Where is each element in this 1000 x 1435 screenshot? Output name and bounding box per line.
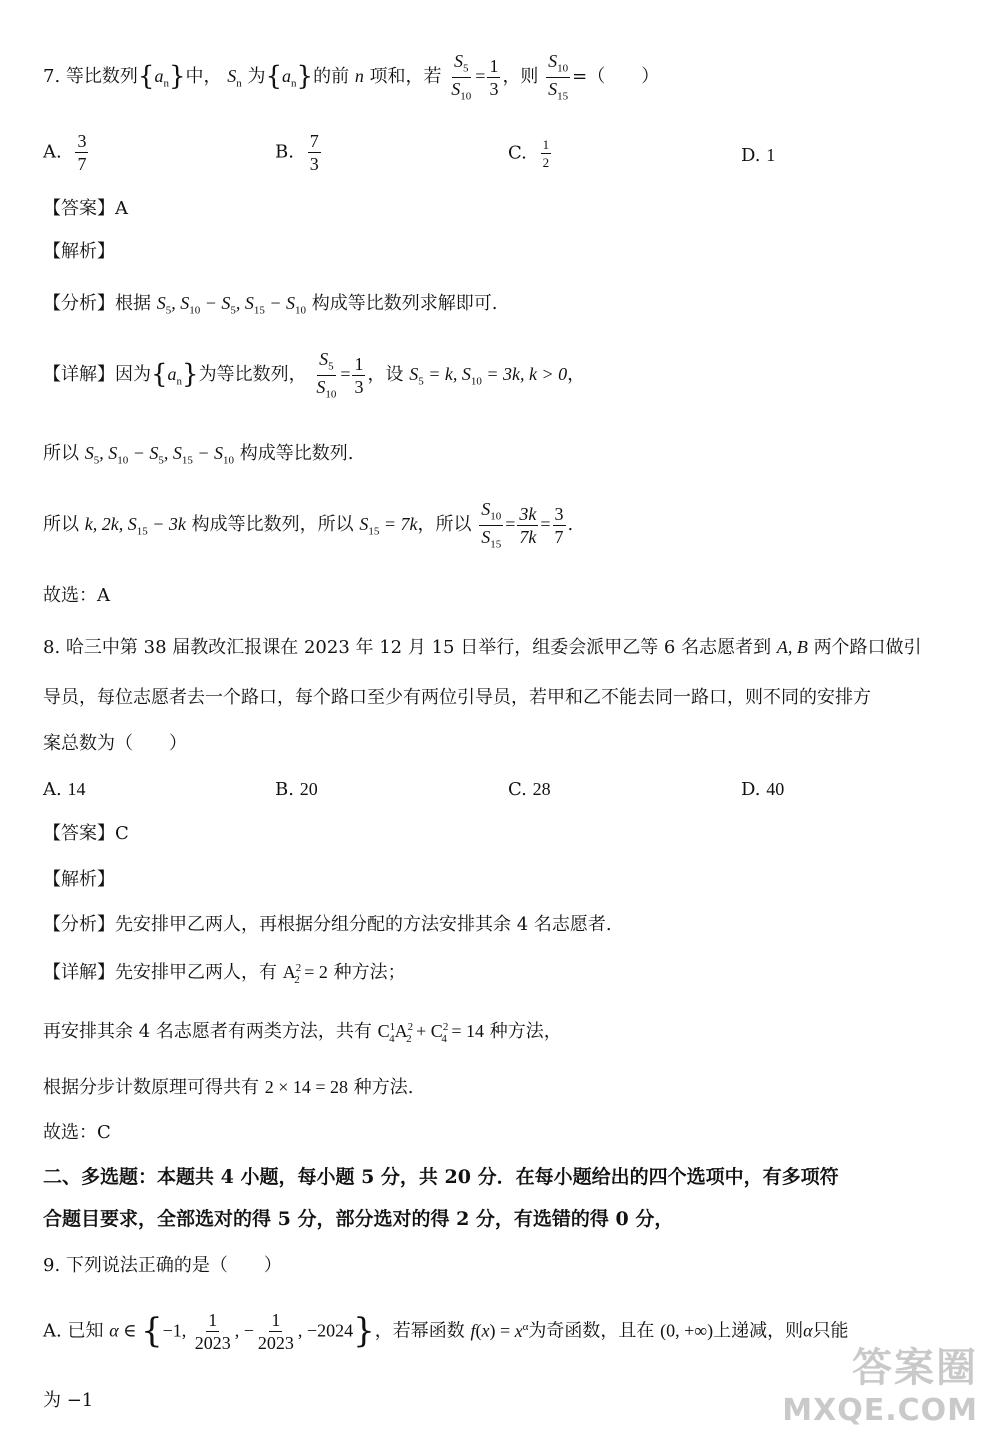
q8-xiangjie: 【详解】先安排甲乙两人，有 $A^2_2 = 2$ 种方法； [43, 962, 406, 986]
section2-heading-line2: 合题目要求，全部选对的得 5 分，部分选对的得 2 分，有选错的得 0 分， [43, 1208, 674, 1230]
watermark-bottom-text: MXQE.COM [782, 1393, 978, 1428]
q8-option-d: D. 40 [741, 779, 785, 800]
q8-jiexi: 【解析】 [43, 869, 115, 890]
watermark-top-text: 答案圈 [852, 1345, 978, 1391]
q8-option-c: C. 28 [508, 779, 551, 800]
q9-option-a-line2: 为 −1 [43, 1390, 94, 1411]
q7-option-b: B. $\frac{7}{3}$ [275, 131, 319, 174]
q8-choose: 故选：C [43, 1122, 111, 1143]
q8-stem-line1: 8. 哈三中第 38 届教改汇报课在 2023 年 12 月 15 日举行，组委会派甲乙等 6 名志愿者到 A, B 两个路口做引 [43, 637, 922, 658]
q9-option-a: A. 已知 α ∈ {−1, $\frac{1}{2023}$ , − $\frac{1}{2023}$ , −2024}，若幂函数 $f(x) = x^\alpha$为奇函数，且在 (0, +∞)上递减，则α只能 [43, 1310, 849, 1353]
q7-option-a: A. $\frac{3}{7}$ [43, 131, 87, 174]
q7-jiexi: 【解析】 [43, 241, 115, 262]
q8-answer: 【答案】C [43, 823, 129, 844]
q8-line-c: 根据分步计数原理可得共有 2 × 14 = 28 种方法. [43, 1077, 414, 1098]
q8-option-b: B. 20 [275, 779, 318, 800]
section2-heading-line1: 二、多选题：本题共 4 小题，每小题 5 分，共 20 分．在每小题给出的四个选项中，有多项符 [43, 1166, 839, 1188]
q7-choose: 故选：A [43, 585, 110, 606]
q7-stem: 7. 等比数列$\{a_n\}$中， $S_n$ 为$\{a_n\}$的前 n 项和，若 $\frac{S_5}{S_{10}}$ = $\frac{1}{3}$ ，则 $\frac{S_{10}}{S_{15}}$ =（ ） [43, 51, 660, 103]
q9-stem: 9. 下列说法正确的是（ ） [43, 1255, 282, 1276]
q7-fenxi: 【分析】根据 $S_5$, $S_{10} - S_5$, $S_{15} - S_{10}$ 构成等比数列求解即可. [43, 293, 498, 317]
watermark-logo [782, 1336, 978, 1428]
q7-xiangjie: 【详解】因为$\{a_n\}$为等比数列， $\frac{S_5}{S_{10}}$ = $\frac{1}{3}$ ，设 $S_5 = k$, $S_{10} = 3k$, k > 0， [43, 349, 586, 401]
q7-option-d: D. 1 [741, 145, 776, 166]
q8-fenxi: 【分析】先安排甲乙两人，再根据分组分配的方法安排其余 4 名志愿者. [43, 914, 612, 935]
q8-stem-line2: 导员，每位志愿者去一个路口，每个路口至少有两位引导员，若甲和乙不能去同一路口，则不同的安排方 [43, 687, 871, 708]
q7-line2: 所以 $S_5$, $S_{10} - S_5$, $S_{15} - S_{10}$ 构成等比数列. [43, 443, 354, 467]
q8-line-b: 再安排其余 4 名志愿者有两类方法，共有 $C^1_4A^2_2 + C^2_4 = 14$ 种方法， [43, 1021, 562, 1045]
q7-answer: 【答案】A [43, 198, 128, 219]
q8-option-a: A. 14 [43, 779, 86, 800]
q7-line3: 所以 k, 2k, $S_{15} - 3k$ 构成等比数列，所以 $S_{15} = 7k$，所以 $\frac{S_{10}}{S_{15}}$ = $\frac{3k}{7k}$ = $\frac{3}{7}$ . [43, 499, 574, 551]
q8-stem-line3: 案总数为（ ） [43, 733, 187, 754]
q7-option-c: C. $\frac{1}{2}$ [508, 137, 550, 170]
